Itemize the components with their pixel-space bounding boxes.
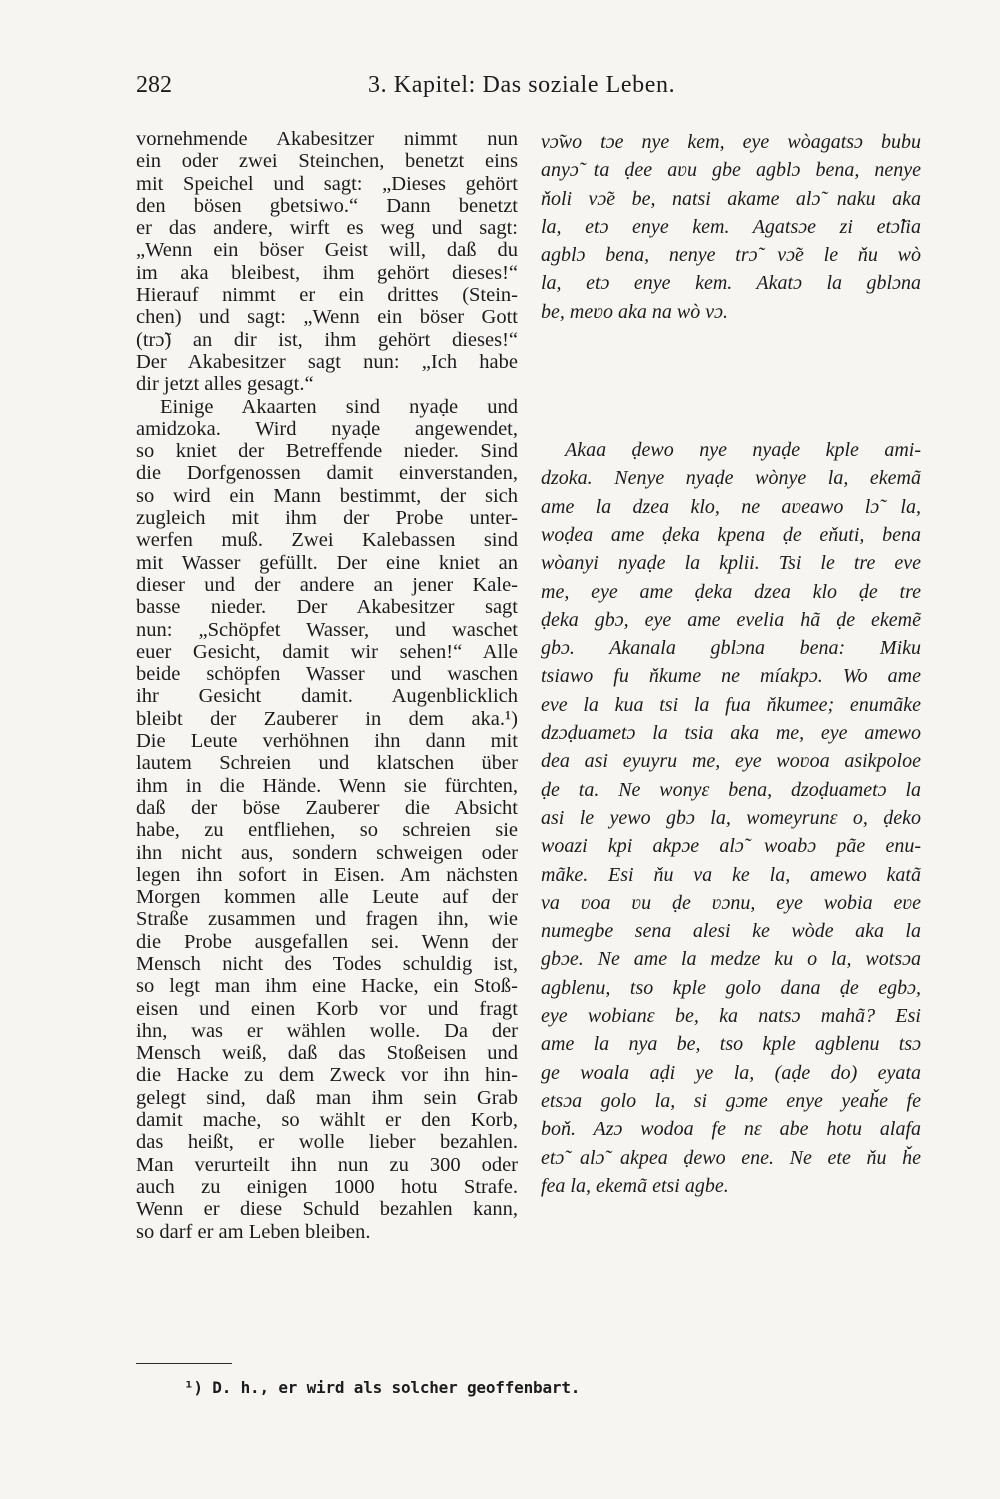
ewe-line: gbɔe. Ne ame la medze ku o la, wotsɔa	[541, 948, 921, 971]
text-line: Mensch nicht des Todes schuldig ist,	[136, 952, 518, 975]
ewe-line: va ʋoa ʋu ḍe ʋɔnu, eye wobia eʋe	[541, 891, 921, 914]
footnote: ¹) D. h., er wird als solcher geoffenbart.	[184, 1378, 581, 1397]
ewe-line: la, etɔ enye kem. Akatɔ la gblɔna	[541, 272, 921, 295]
text-line: ihr Gesicht damit. Augenblicklich	[136, 685, 518, 708]
ewe-line: woḍea ame ḍeka kpena ḍe eňuti, bena	[541, 523, 921, 546]
text-line: mit Speichel und sagt: „Dieses gehört	[136, 172, 518, 195]
ewe-line: dzoka. Nenye nyaḍe wònye la, ekemã	[541, 467, 921, 490]
ewe-line: wòanyi nyaḍe la kplii. Tsi le tre eve	[541, 552, 921, 575]
text-line: im aka bleibest, ihm gehört dieses!“	[136, 261, 518, 284]
text-line: dieser und der andere an jener Kale-	[136, 573, 518, 596]
ewe-line: numegbe sena alesi ke wòde aka la	[541, 920, 921, 943]
ewe-line: ḍe ta. Ne wonyɛ bena, dzoḍuametɔ la	[541, 778, 921, 801]
ewe-line: agblɔ bena, nenye trɔ̃ vɔ̃e le ňu wò	[541, 244, 921, 267]
ewe-line: agblenu, tso kple golo dana ḍe egbɔ,	[541, 976, 921, 999]
ewe-paragraph-1	[541, 128, 921, 326]
text-line: mit Wasser gefüllt. Der eine kniet an	[136, 551, 518, 574]
text-line: Einige Akaarten sind nyaḍe und	[160, 395, 518, 418]
text-line: Wenn er diese Schuld bezahlen kann,	[136, 1198, 518, 1221]
text-line: chen) und sagt: „Wenn ein böser Gott	[136, 306, 518, 329]
text-line: Die Leute verhöhnen ihn dann mit	[136, 730, 518, 753]
ewe-line: woazi kpi akpɔe alɔ̃ woabɔ pãe enu-	[541, 835, 921, 858]
text-line: so darf er am Leben bleiben.	[136, 1220, 371, 1243]
text-line: werfen muß. Zwei Kalebassen sind	[136, 529, 518, 552]
text-line: „Wenn ein böser Geist will, daß du	[136, 239, 518, 262]
text-line: habe, zu entfliehen, so schreien sie	[136, 819, 518, 842]
text-line: ihn, was er wählen wolle. Da der	[136, 1019, 518, 1042]
ewe-line: asi le yewo gbɔ la, womeyrunɛ o, ḍeko	[541, 806, 921, 829]
text-line: (trɔ̃) an dir ist, ihm gehört dieses!“	[136, 328, 518, 351]
text-line: Mensch weiß, daß das Stoßeisen und	[136, 1042, 518, 1065]
text-line: vornehmende Akabesitzer nimmt nun	[136, 128, 518, 150]
text-line: Der Akabesitzer sagt nun: „Ich habe	[136, 350, 518, 373]
ewe-line: ame la dzea klo, ne aʋeawo lɔ̃ la,	[541, 495, 921, 518]
text-line: auch zu einigen 1000 hotu Strafe.	[136, 1175, 518, 1198]
ewe-line: vɔ̃wo tɔe nye kem, eye wòagatsɔ bubu	[541, 131, 921, 153]
ewe-line: etɔ̃ alɔ̃ akpea ḍewo ene. Ne ete ňu ȟe	[541, 1146, 921, 1169]
text-line: ihm in die Hände. Wenn sie fürchten,	[136, 774, 518, 797]
text-line: gelegt sind, daß man ihm sein Grab	[136, 1086, 518, 1109]
text-line: Man verurteilt ihn nun zu 300 oder	[136, 1153, 518, 1176]
text-line: basse nieder. Der Akabesitzer sagt	[136, 596, 518, 619]
text-line: daß der böse Zauberer die Absicht	[136, 796, 518, 819]
ewe-line: eve la kua tsi la fua ňkumee; enumãke	[541, 693, 921, 716]
ewe-line: eye wobianɛ be, ka natsɔ mahã? Esi	[541, 1005, 921, 1028]
text-line: so legt man ihm eine Hacke, ein Stoß-	[136, 975, 518, 998]
ewe-line: boň. Azɔ wodoa fe nɛ abe hotu alafa	[541, 1118, 921, 1141]
ewe-line: etsɔa golo la, si gɔme enye yeaȟe fe	[541, 1089, 921, 1112]
ewe-line: ňoli vɔ̃e be, natsi akame alɔ̃ naku aka	[541, 187, 921, 210]
ewe-line: tsiawo fu ňkume ne míakpɔ. Wo ame	[541, 665, 921, 688]
page-number: 282	[136, 72, 172, 98]
text-line: dir jetzt alles gesagt.“	[136, 373, 314, 396]
text-line: die Probe ausgefallen sei. Wenn der	[136, 930, 518, 953]
text-line: lautem Schreien und klatschen über	[136, 752, 518, 775]
text-line: er das andere, wirft es weg und sagt:	[136, 217, 518, 240]
text-line: Hierauf nimmt er ein drittes (Stein-	[136, 284, 518, 307]
ewe-line: me, eye ame ḍeka dzea klo ḍe tre	[541, 580, 921, 603]
text-line: Morgen kommen alle Leute auf der	[136, 886, 518, 909]
german-column	[136, 128, 518, 1243]
ewe-column	[541, 128, 921, 1200]
ewe-line: dzɔḍuametɔ la tsia aka me, eye amewo	[541, 722, 921, 745]
text-line: ein oder zwei Steinchen, benetzt eins	[136, 150, 518, 173]
text-line: amidzoka. Wird nyaḍe angewendet,	[136, 417, 518, 440]
ewe-paragraph-2	[541, 436, 921, 1200]
ewe-line: fea la, ekemã etsi agbe.	[541, 1174, 729, 1197]
text-line: eisen und einen Korb vor und fragt	[136, 997, 518, 1020]
ewe-line: ḍeka gbɔ, eye ame evelia hã ḍe ekemẽ	[541, 608, 921, 631]
text-line: den bösen gbetsiwo.“ Dann benetzt	[136, 194, 518, 217]
ewe-line: mãke. Esi ňu va ke la, amewo katã	[541, 863, 921, 886]
text-line: so wird ein Mann bestimmt, der sich	[136, 484, 518, 507]
text-line: ihn nicht aus, sondern schweigen oder	[136, 841, 518, 864]
text-line: so kniet der Betreffende nieder. Sind	[136, 440, 518, 463]
ewe-line: ame la nya be, tso kple agblenu tsɔ	[541, 1033, 921, 1056]
text-line: bleibt der Zauberer in dem aka.¹)	[136, 707, 518, 730]
ewe-line: anyɔ̃ ta ḍee aʋu gbe agblɔ bena, nenye	[541, 159, 921, 182]
running-head: 3. Kapitel: Das soziale Leben.	[368, 72, 676, 98]
ewe-line: be, meʋo aka na wò vɔ.	[541, 300, 728, 323]
text-line: nun: „Schöpfet Wasser, und waschet	[136, 618, 518, 641]
ewe-line: dea asi eyuyru me, eye woʋoa asikpoloe	[541, 750, 921, 773]
ewe-line: gbɔ. Akanala gblɔna bena: Miku	[541, 637, 921, 660]
ewe-line: Akaa ḍewo nye nyaḍe kple ami-	[565, 439, 921, 462]
text-line: zugleich mit ihm der Probe unter-	[136, 507, 518, 530]
footnote-divider	[136, 1363, 232, 1364]
text-line: beide schöpfen Wasser und waschen	[136, 663, 518, 686]
ewe-line: la, etɔ enye kem. Agatsɔe zi etɔ̃lia	[541, 215, 921, 238]
text-line: legen ihn sofort in Eisen. Am nächsten	[136, 863, 518, 886]
text-line: die Dorfgenossen damit einverstanden,	[136, 462, 518, 485]
text-line: euer Gesicht, damit wir sehen!“ Alle	[136, 640, 518, 663]
text-line: damit mache, so wählt er den Korb,	[136, 1109, 518, 1132]
text-line: die Hacke zu dem Zweck vor ihn hin-	[136, 1064, 518, 1087]
text-line: das heißt, er wolle lieber bezahlen.	[136, 1131, 518, 1154]
ewe-line: ge woala aḍi ye la, (aḍe do) eyata	[541, 1061, 921, 1084]
text-line: Straße zusammen und fragen ihn, wie	[136, 908, 518, 931]
